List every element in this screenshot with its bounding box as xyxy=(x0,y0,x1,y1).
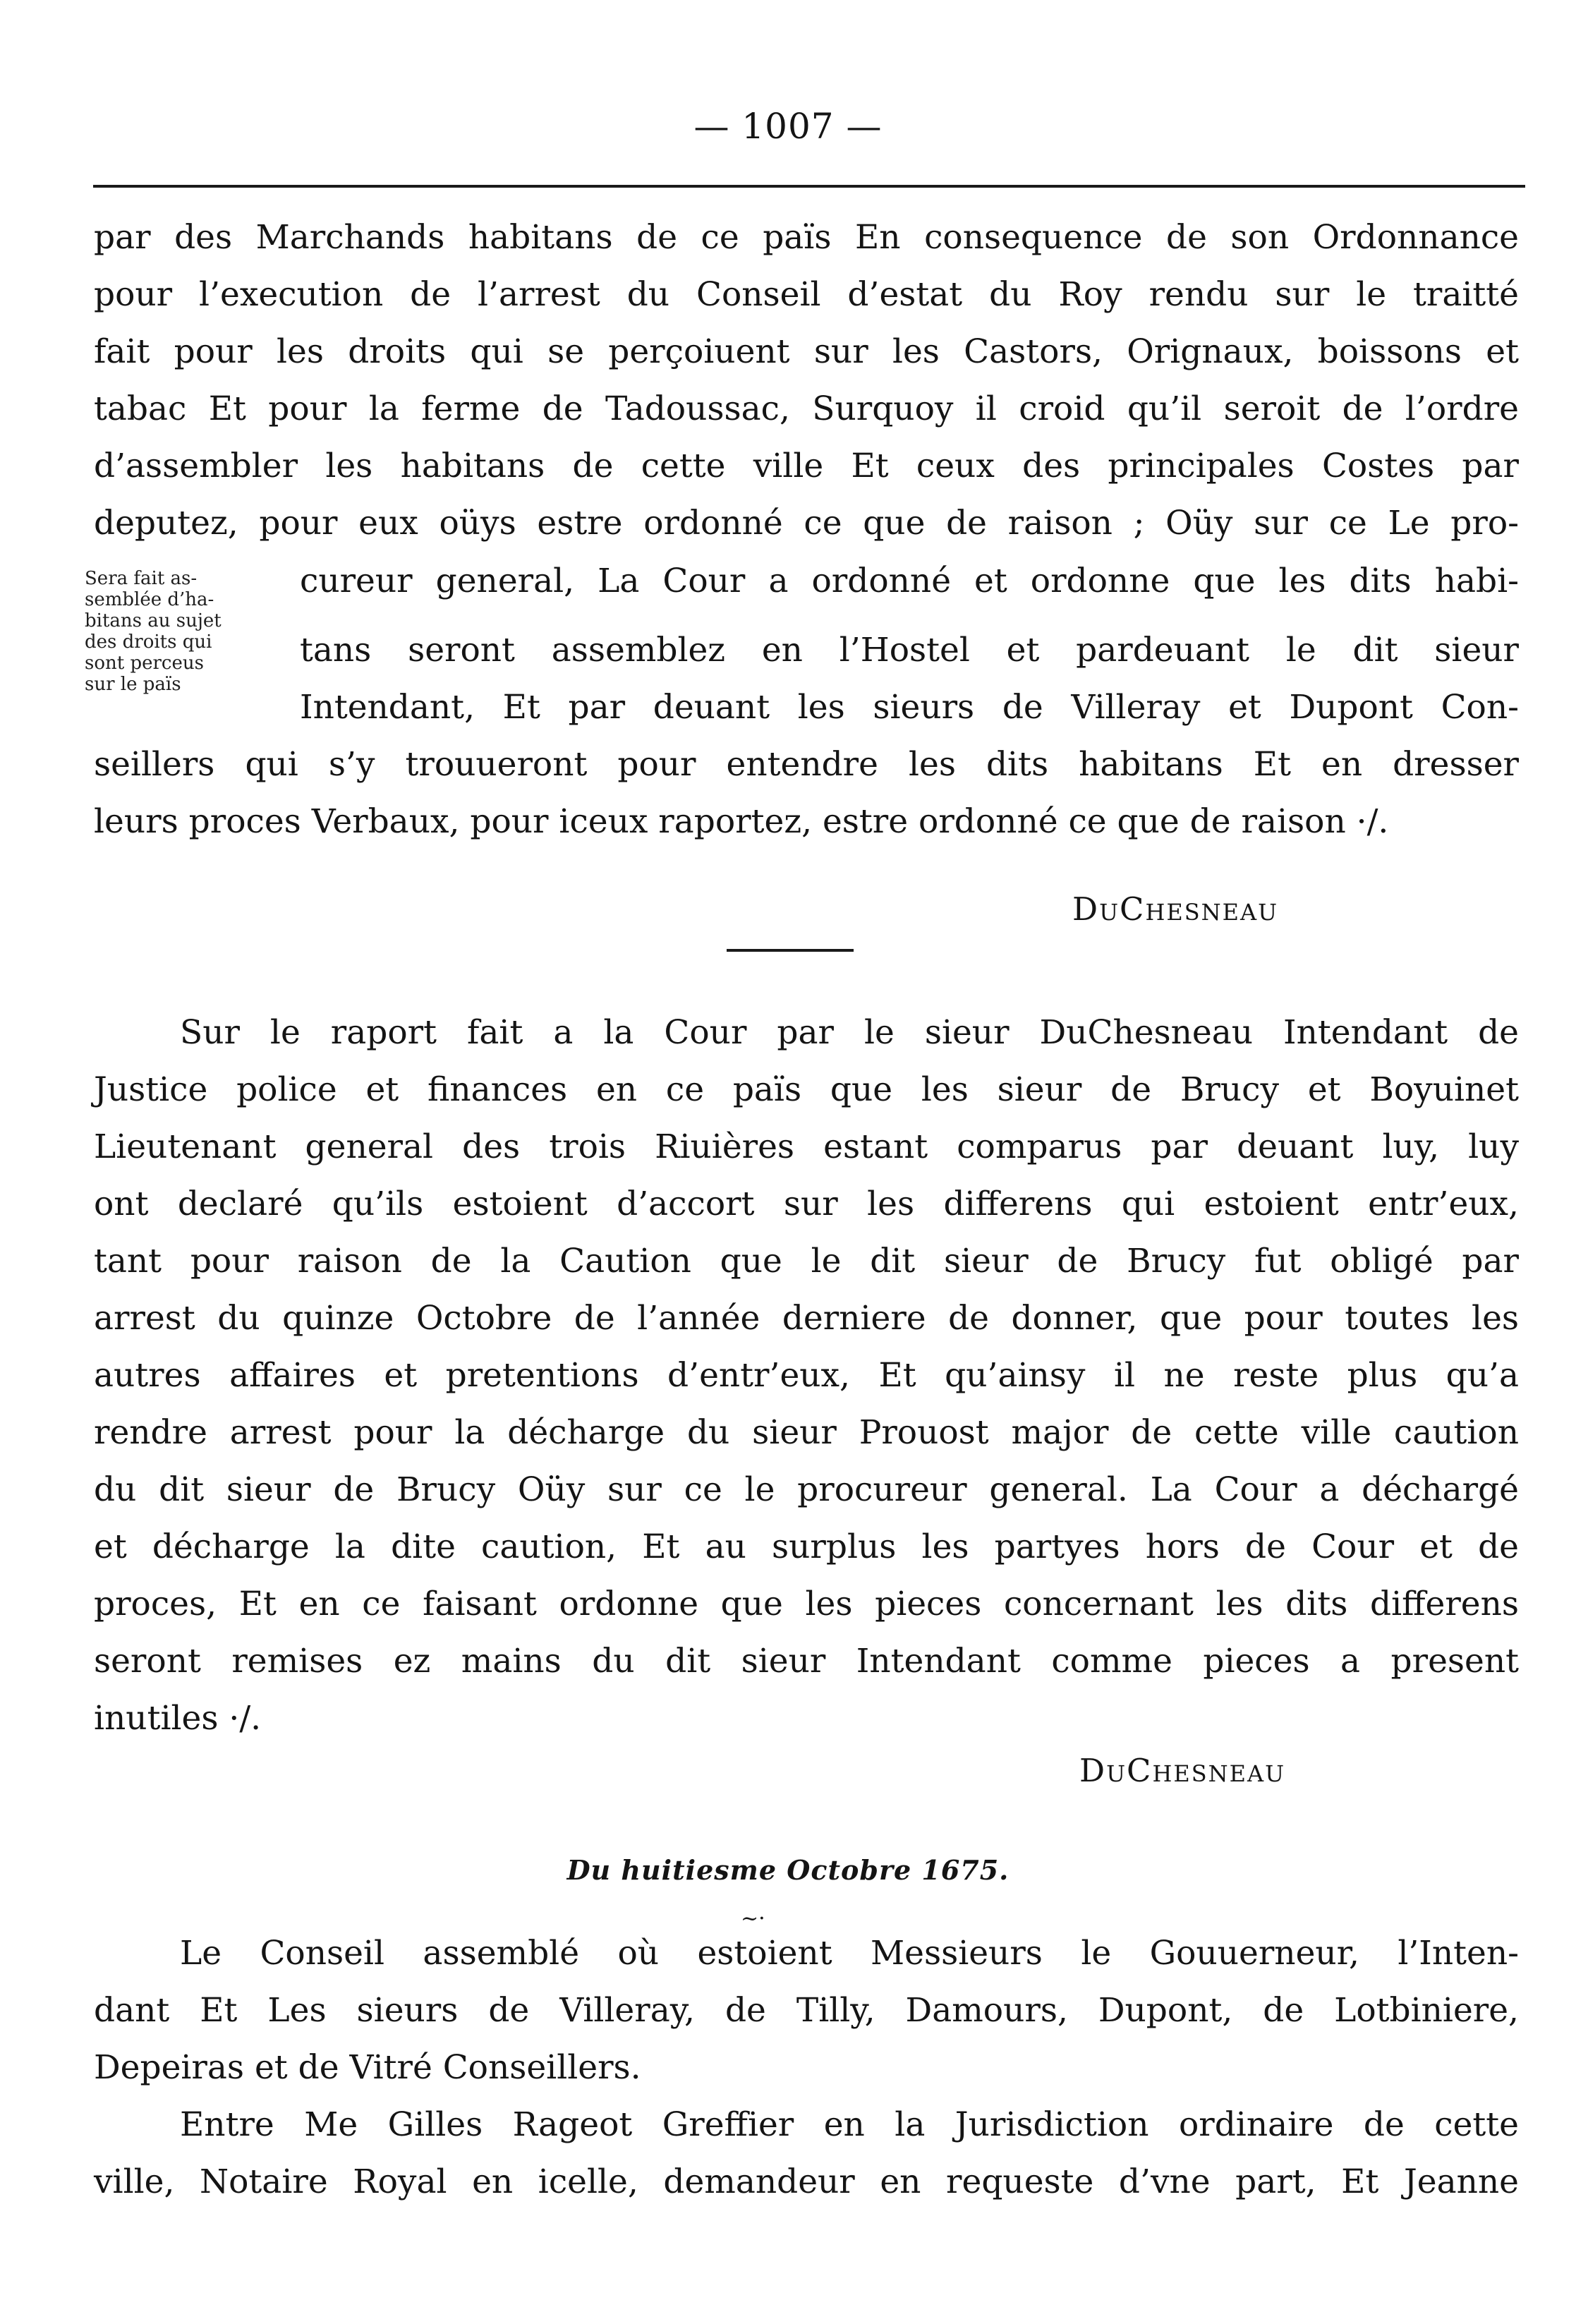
text-line: rendre arrest pour la décharge du sieur Prouost major de cette ville caution xyxy=(94,1413,1519,1452)
margin-note-line: semblée d’ha- xyxy=(85,589,214,610)
margin-note-line: Sera fait as- xyxy=(85,568,198,589)
text-line: seront remises ez mains du dit sieur Intendant comme pieces a present xyxy=(94,1642,1519,1681)
text-line: et décharge la dite caution, Et au surplus les partyes hors de Cour et de xyxy=(94,1527,1519,1566)
text-line: Entre Me Gilles Rageot Greffier en la Jurisdiction ordinaire de cette xyxy=(180,2105,1519,2144)
text-line: tans seront assemblez en l’Hostel et pardeuant le dit sieur xyxy=(300,631,1519,670)
signature: DuChesneau xyxy=(1079,1752,1286,1789)
text-line: par des Marchands habitans de ce païs En consequence de son Ordonnance xyxy=(94,218,1519,257)
text-line: Lieutenant general des trois Riuières estant comparus par deuant luy, luy xyxy=(94,1127,1519,1166)
section-separator xyxy=(727,949,854,952)
text-line: leurs proces Verbaux, pour iceux raportez, estre ordonné ce que de raison ·/. xyxy=(94,802,1389,841)
text-line: Le Conseil assemblé où estoient Messieurs le Gouuerneur, l’Inten- xyxy=(180,1934,1519,1973)
text-line: du dit sieur de Brucy Oüy sur ce le procureur general. La Cour a déchargé xyxy=(94,1470,1519,1509)
margin-note-line: sur le païs xyxy=(85,674,181,695)
text-line: Sur le raport fait a la Cour par le sieur DuChesneau Intendant de xyxy=(180,1013,1519,1052)
margin-note xyxy=(85,568,289,695)
text-line: ont declaré qu’ils estoient d’accort sur les differens qui estoient entr’eux, xyxy=(94,1185,1519,1223)
text-line: seillers qui s’y trouueront pour entendre les dits habitans Et en dresser xyxy=(94,745,1519,784)
signature: DuChesneau xyxy=(1072,890,1279,928)
margin-note-line: bitans au sujet xyxy=(85,610,222,631)
text-line: cureur general, La Cour a ordonné et ordonne que les dits habi- xyxy=(300,562,1519,600)
text-line: inutiles ·/. xyxy=(94,1699,262,1738)
text-line: pour l’execution de l’arrest du Conseil d’estat du Roy rendu sur le traitté xyxy=(94,275,1519,314)
text-line: tant pour raison de la Caution que le dit sieur de Brucy fut obligé par xyxy=(94,1242,1519,1281)
page-number: — 1007 — xyxy=(693,106,883,147)
text-line: proces, Et en ce faisant ordonne que les pieces concernant les dits differens xyxy=(94,1585,1519,1623)
header-rule xyxy=(93,185,1525,188)
text-line: Depeiras et de Vitré Conseillers. xyxy=(94,2048,641,2087)
ornament: ~· xyxy=(741,1906,765,1931)
text-line: Intendant, Et par deuant les sieurs de Villeray et Dupont Con- xyxy=(300,688,1519,727)
text-line: arrest du quinze Octobre de l’année derniere de donner, que pour toutes les xyxy=(94,1299,1519,1338)
text-line: dant Et Les sieurs de Villeray, de Tilly, Damours, Dupont, de Lotbiniere, xyxy=(94,1991,1519,2030)
text-line: fait pour les droits qui se perçoiuent sur les Castors, Orignaux, boissons et xyxy=(94,332,1519,371)
text-line: tabac Et pour la ferme de Tadoussac, Surquoy il croid qu’il seroit de l’ordre xyxy=(94,389,1519,428)
text-line: Justice police et finances en ce païs que les sieur de Brucy et Boyuinet xyxy=(94,1070,1519,1109)
text-line: autres affaires et pretentions d’entr’eux, Et qu’ainsy il ne reste plus qu’a xyxy=(94,1356,1519,1395)
margin-note-line: des droits qui xyxy=(85,631,212,653)
text-line: deputez, pour eux oüys estre ordonné ce que de raison ; Oüy sur ce Le pro- xyxy=(94,504,1519,543)
margin-note-line: sont perceus xyxy=(85,653,204,674)
text-line: ville, Notaire Royal en icelle, demandeur en requeste d’vne part, Et Jeanne xyxy=(94,2162,1519,2201)
date-heading: Du huitiesme Octobre 1675. xyxy=(566,1854,1010,1886)
text-line: d’assembler les habitans de cette ville Et ceux des principales Costes par xyxy=(94,447,1519,485)
